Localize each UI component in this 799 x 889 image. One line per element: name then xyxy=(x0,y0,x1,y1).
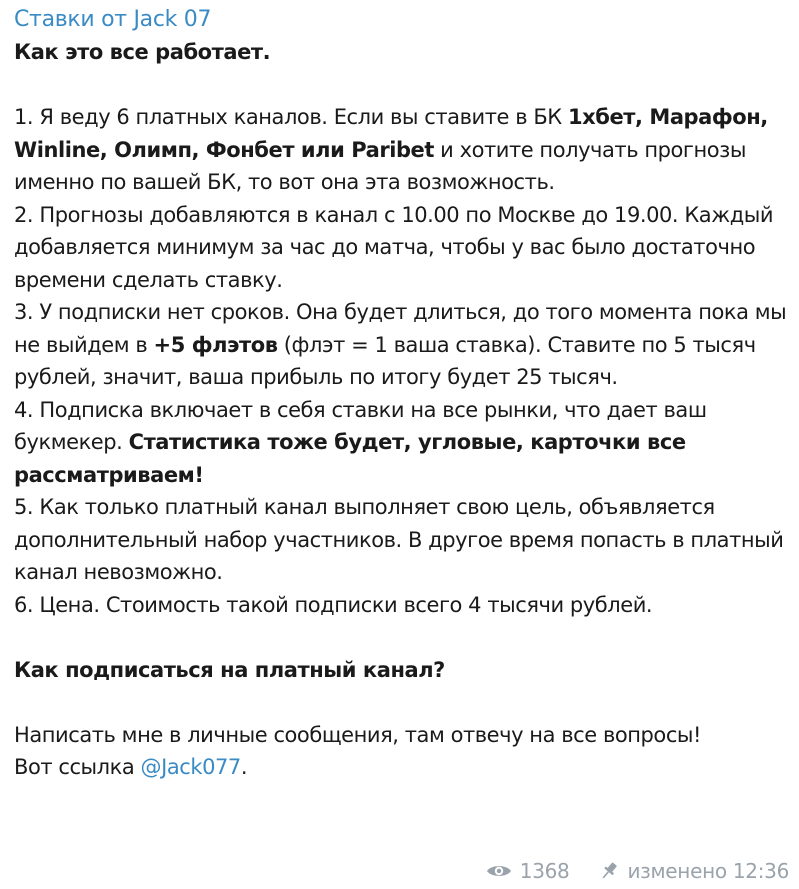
paragraph-2: 2. Прогнозы добавляются в канал с 10.00 по Москве до 19.00. Каждый добавляется минимум за час до матча, чтобы у вас было достаточно времени сделать ставку. xyxy=(14,202,774,292)
message-bubble xyxy=(14,4,789,784)
blank-line xyxy=(14,686,789,719)
message-text xyxy=(14,36,789,784)
username-link[interactable]: @Jack077 xyxy=(140,755,241,779)
link-line: Вот ссылка @Jack077. xyxy=(14,755,248,779)
eye-icon xyxy=(486,863,512,879)
paragraph-3: 3. У подписки нет сроков. Она будет длиться, до того момента пока мы не выйдем в +5 флэтов (флэт = 1 ваша ставка). Ставите по 5 тысяч рублей, значит, ваша прибыль по итогу будет 25 тысяч. xyxy=(14,300,787,389)
views-count: 1368 xyxy=(519,859,570,883)
channel-name[interactable]: Ставки от Jack 07 xyxy=(14,7,212,32)
post-title: Как это все работает. xyxy=(14,40,271,64)
subscribe-question: Как подписаться на платный канал? xyxy=(14,657,445,682)
call-to-action: Написать мне в личные сообщения, там отвечу на все вопросы! xyxy=(14,722,702,747)
paragraph-6: 6. Цена. Стоимость такой подписки всего 4 тысячи рублей. xyxy=(14,592,653,617)
edited-label: изменено 12:36 xyxy=(627,859,789,883)
blank-line xyxy=(14,69,789,102)
paragraph-1: 1. Я веду 6 платных каналов. Если вы ставите в БК 1хбет, Марафон, Winline, Олимп, Фонбет или Paribet и хотите получать прогнозы именно по вашей БК, то вот она эта возможность. xyxy=(14,105,768,194)
message-meta xyxy=(486,859,789,883)
paragraph-5: 5. Как только платный канал выполняет свою цель, объявляется дополнительный набор участников. В другое время попасть в платный канал невозможно. xyxy=(14,495,784,584)
pin-icon xyxy=(599,861,619,881)
blank-line xyxy=(14,621,789,654)
paragraph-4: 4. Подписка включает в себя ставки на все рынки, что дает ваш букмекер. Статистика тоже будет, угловые, карточки все рассматриваем! xyxy=(14,397,707,487)
